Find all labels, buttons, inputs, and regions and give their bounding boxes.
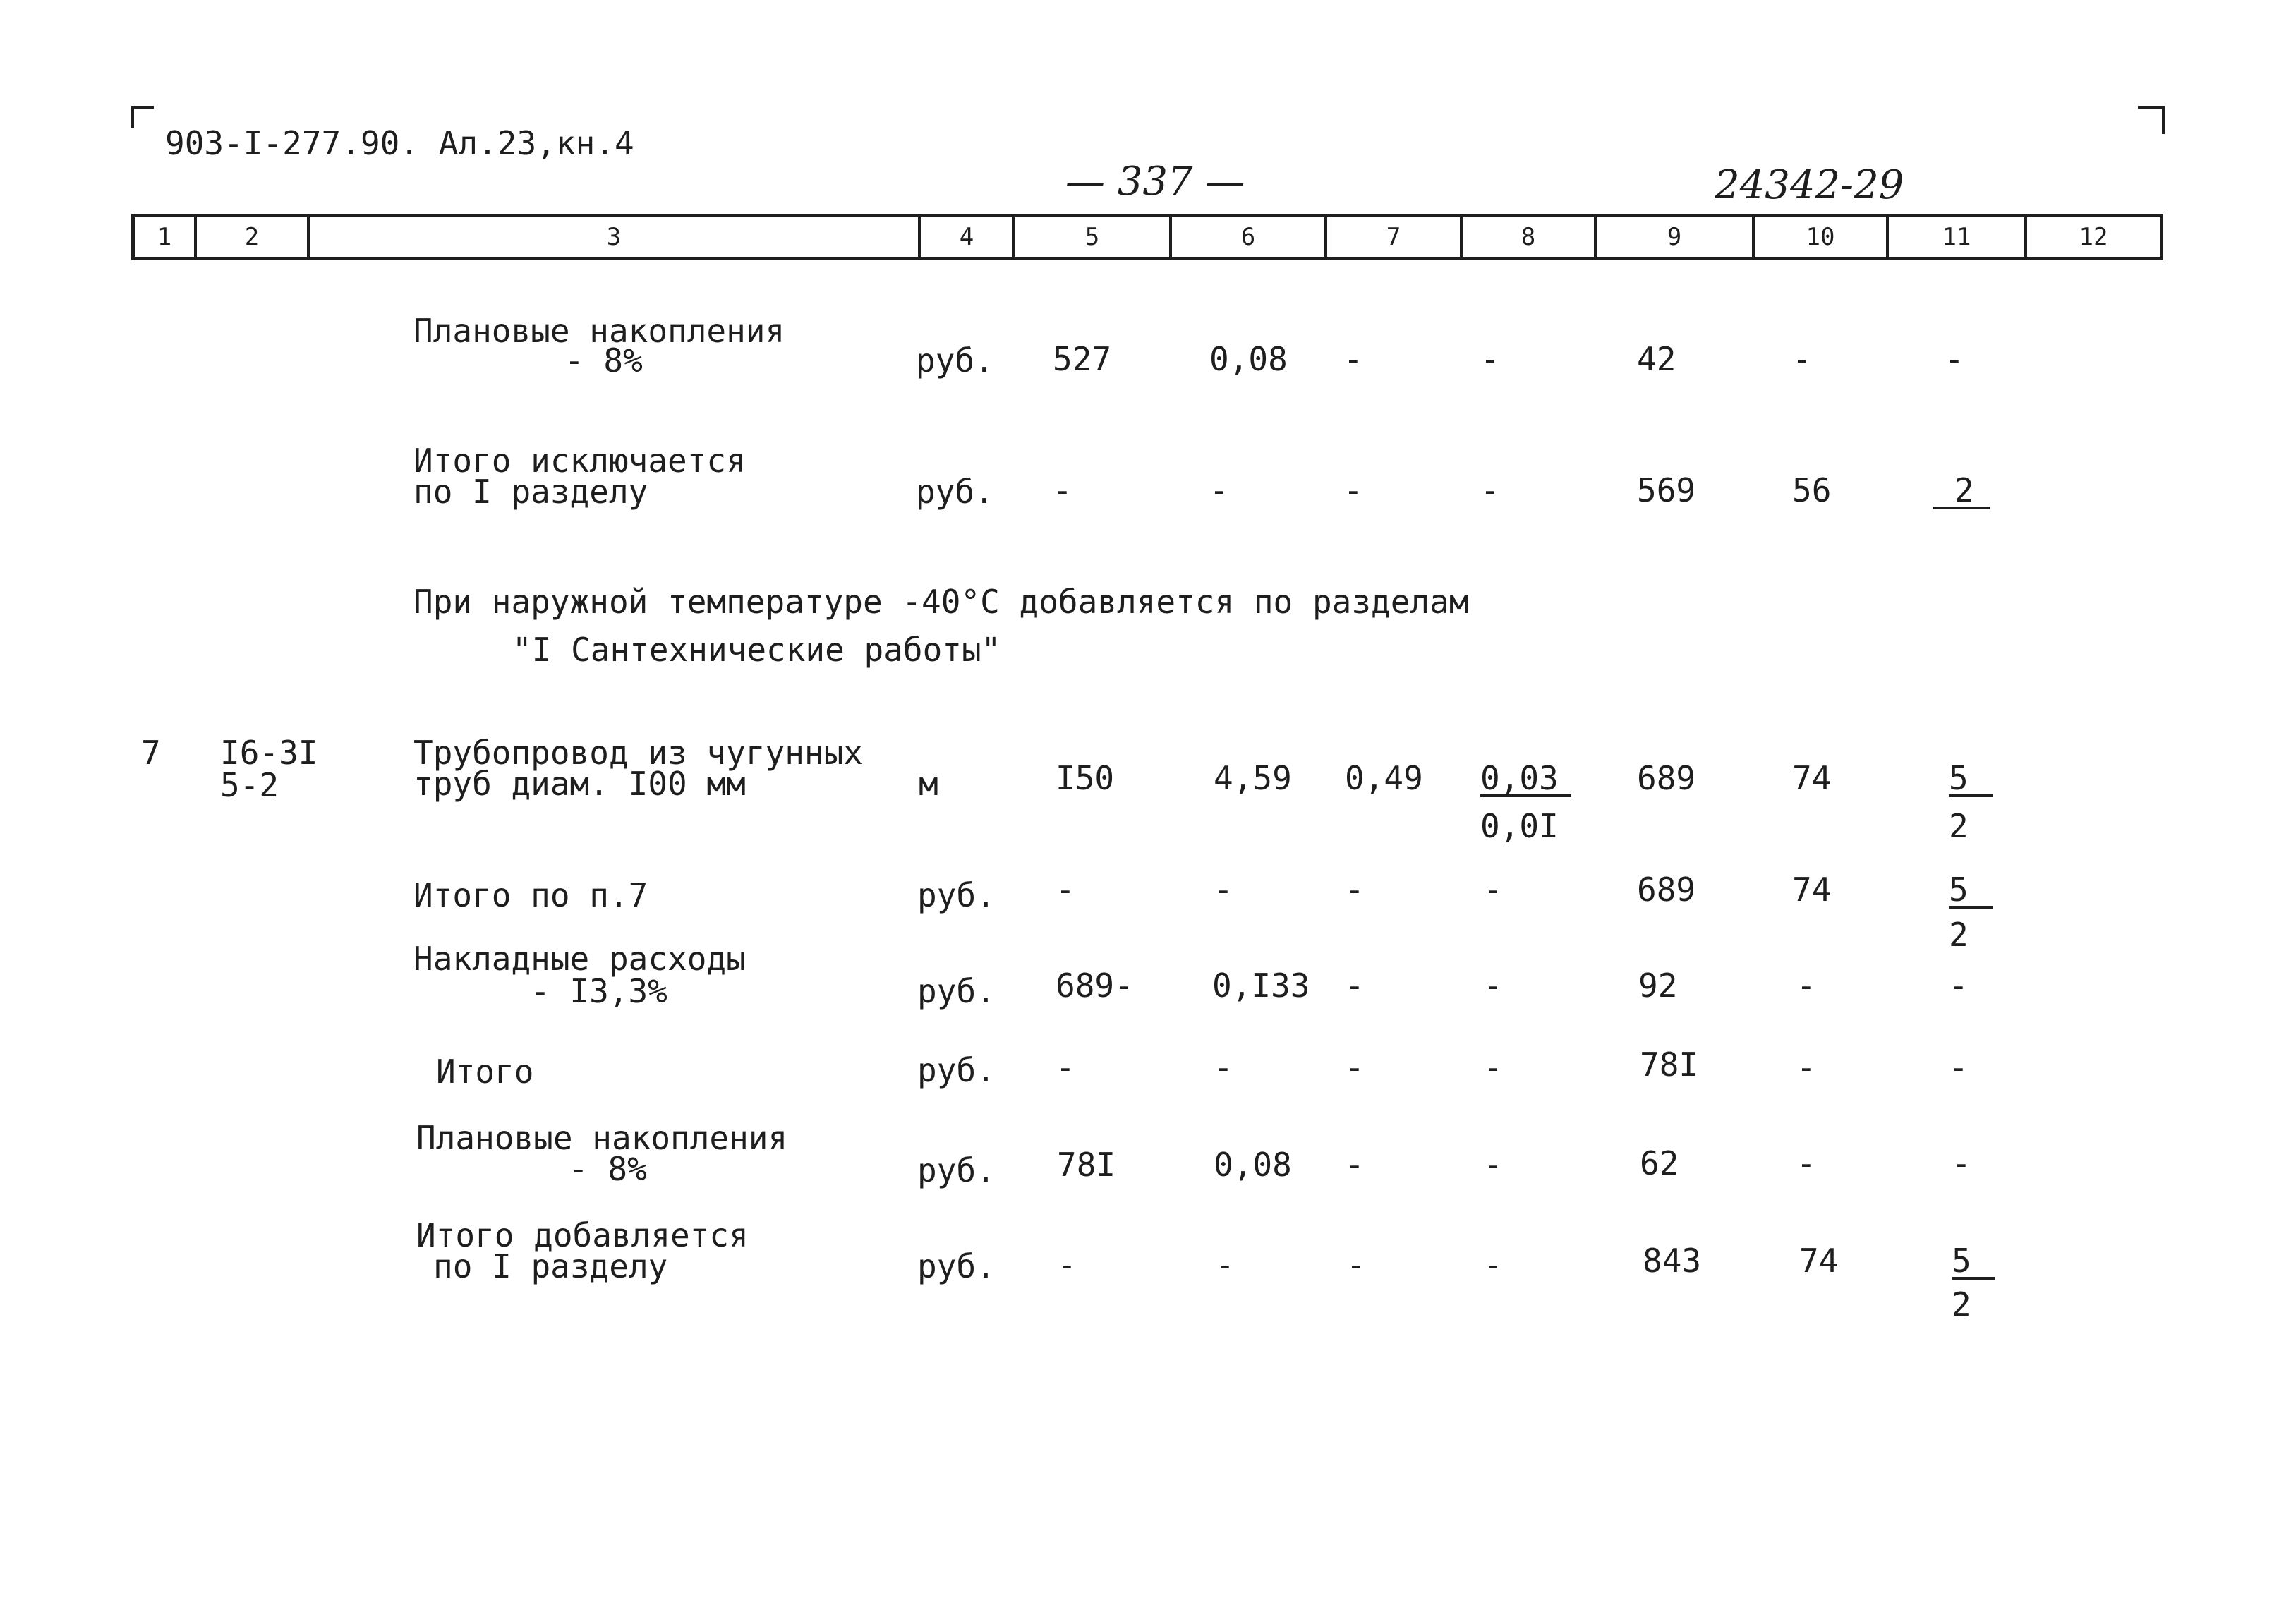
fraction-numerator: 5 <box>1952 1244 1995 1280</box>
item-code: I6-3I <box>220 734 318 772</box>
cell-col10: - <box>1792 340 1812 378</box>
column-header-8: 8 <box>1460 217 1594 257</box>
cell-col6: 0,08 <box>1214 1146 1292 1184</box>
cell-col8: - <box>1480 471 1500 509</box>
fraction-numerator: 2 <box>1933 474 1990 509</box>
cell-col9: 689 <box>1637 759 1696 797</box>
row-name-cont: труб диам. I00 мм <box>413 765 746 803</box>
column-header-5: 5 <box>1012 217 1169 257</box>
cell-col10: 74 <box>1792 871 1832 909</box>
cell-col9: 92 <box>1638 966 1678 1005</box>
cell-col9: 569 <box>1637 471 1696 509</box>
cell-col10: 56 <box>1792 471 1832 509</box>
column-header-10: 10 <box>1752 217 1886 257</box>
row-name-cont: по I разделу <box>433 1247 668 1285</box>
row-unit: руб. <box>917 1151 996 1189</box>
cell-col6: - <box>1214 871 1233 909</box>
section-note: При наружной температуре -40°С добавляется по разделам <box>413 583 1469 621</box>
cell-col11 <box>1952 1244 1995 1280</box>
cell-col5: I50 <box>1056 759 1115 797</box>
cell-col5: 689- <box>1056 966 1134 1005</box>
column-header-4: 4 <box>918 217 1012 257</box>
column-header-6: 6 <box>1169 217 1324 257</box>
cell-col6: - <box>1209 471 1229 509</box>
column-header-12: 12 <box>2024 217 2160 257</box>
cell-col7: - <box>1343 340 1363 378</box>
column-header-7: 7 <box>1324 217 1460 257</box>
column-header-row <box>131 214 2163 260</box>
cell-col10: - <box>1796 966 1816 1005</box>
cell-col11: - <box>1945 340 1964 378</box>
row-unit: руб. <box>917 1051 996 1089</box>
cell-col10: - <box>1796 1144 1816 1182</box>
item-code-cont: 5-2 <box>220 766 279 804</box>
row-name-cont: - I3,3% <box>531 972 667 1010</box>
row-name-cont: - 8% <box>564 341 643 380</box>
row-name: Трубопровод из чугунных <box>413 734 863 772</box>
document-code: 903-I-277.90. Ал.23,кн.4 <box>165 124 634 162</box>
cell-col10: - <box>1796 1048 1816 1086</box>
column-header-11: 11 <box>1886 217 2024 257</box>
row-name: Итого <box>436 1053 534 1091</box>
cell-col5: - <box>1056 1048 1075 1086</box>
cell-col9: 843 <box>1643 1242 1702 1280</box>
row-unit: руб. <box>916 473 994 511</box>
cell-col7: - <box>1343 471 1363 509</box>
cell-col11-denominator: 2 <box>1949 807 1969 845</box>
cell-col8: - <box>1483 1146 1503 1184</box>
fraction-numerator: 5 <box>1949 762 1993 797</box>
column-header-2: 2 <box>194 217 307 257</box>
row-name: Плановые накопления <box>413 312 785 350</box>
cell-col6: 4,59 <box>1214 759 1292 797</box>
cell-col9: 78I <box>1640 1046 1699 1084</box>
cell-col8: - <box>1483 1048 1503 1086</box>
column-header-9: 9 <box>1594 217 1752 257</box>
fraction-numerator: 0,03 <box>1480 762 1571 797</box>
cell-col6: - <box>1214 1048 1233 1086</box>
cell-col7: - <box>1346 1246 1366 1284</box>
cell-col9: 689 <box>1637 871 1696 909</box>
column-header-3: 3 <box>307 217 918 257</box>
cell-col8: - <box>1483 871 1503 909</box>
cell-col7: - <box>1345 966 1365 1005</box>
inventory-number: 24342-29 <box>1715 162 1904 208</box>
cell-col11-denominator: 2 <box>1952 1285 1971 1323</box>
column-header-1: 1 <box>157 223 172 251</box>
row-name: Итого исключается <box>413 442 746 480</box>
cell-col11 <box>1949 873 1993 909</box>
cell-col5: - <box>1057 1246 1077 1284</box>
cell-col6: - <box>1215 1246 1235 1284</box>
cell-col11: - <box>1949 1048 1969 1086</box>
cell-col8 <box>1480 759 1571 797</box>
cell-col8: - <box>1483 966 1503 1005</box>
row-name: Плановые накопления <box>416 1119 788 1157</box>
cell-col7: - <box>1345 871 1365 909</box>
cell-col8: - <box>1480 340 1500 378</box>
corner-mark-top-left <box>131 106 154 128</box>
row-name: Накладные расходы <box>413 940 746 978</box>
cell-col6: 0,08 <box>1209 340 1288 378</box>
cell-col7: - <box>1345 1146 1365 1184</box>
cell-col9: 42 <box>1637 340 1676 378</box>
row-name: Итого по п.7 <box>413 876 648 914</box>
cell-col9: 62 <box>1640 1144 1679 1182</box>
row-unit: руб. <box>916 341 994 380</box>
cell-col7: - <box>1345 1048 1365 1086</box>
row-name-cont: по I разделу <box>413 473 648 511</box>
row-unit: руб. <box>917 972 996 1010</box>
cell-col10: 74 <box>1792 759 1832 797</box>
cell-col11-denominator: 2 <box>1949 916 1969 954</box>
row-unit: руб. <box>917 1247 996 1285</box>
row-name: Итого добавляется <box>416 1216 749 1254</box>
cell-col5: - <box>1053 471 1072 509</box>
cell-col11 <box>1933 471 1990 509</box>
cell-col11: - <box>1949 966 1969 1005</box>
cell-col5: - <box>1056 871 1075 909</box>
cell-col7: 0,49 <box>1345 759 1423 797</box>
cell-col8: - <box>1483 1246 1503 1284</box>
fraction-numerator: 5 <box>1949 873 1993 909</box>
cell-col10: 74 <box>1799 1242 1839 1280</box>
cell-col5: 527 <box>1053 340 1112 378</box>
page-number: — 337 — <box>1065 159 1245 205</box>
row-unit: м <box>919 765 938 803</box>
corner-mark-top-right <box>2138 106 2165 134</box>
cell-col11 <box>1949 759 1993 797</box>
cell-col6: 0,I33 <box>1212 966 1310 1005</box>
row-unit: руб. <box>917 876 996 914</box>
item-number: 7 <box>141 734 161 772</box>
cell-col8-denominator: 0,0I <box>1480 807 1559 845</box>
row-name-cont: - 8% <box>569 1150 647 1188</box>
cell-col5: 78I <box>1057 1146 1116 1184</box>
section-note-subtitle: "I Сантехнические работы" <box>512 631 1001 669</box>
cell-col11: - <box>1952 1144 1971 1182</box>
